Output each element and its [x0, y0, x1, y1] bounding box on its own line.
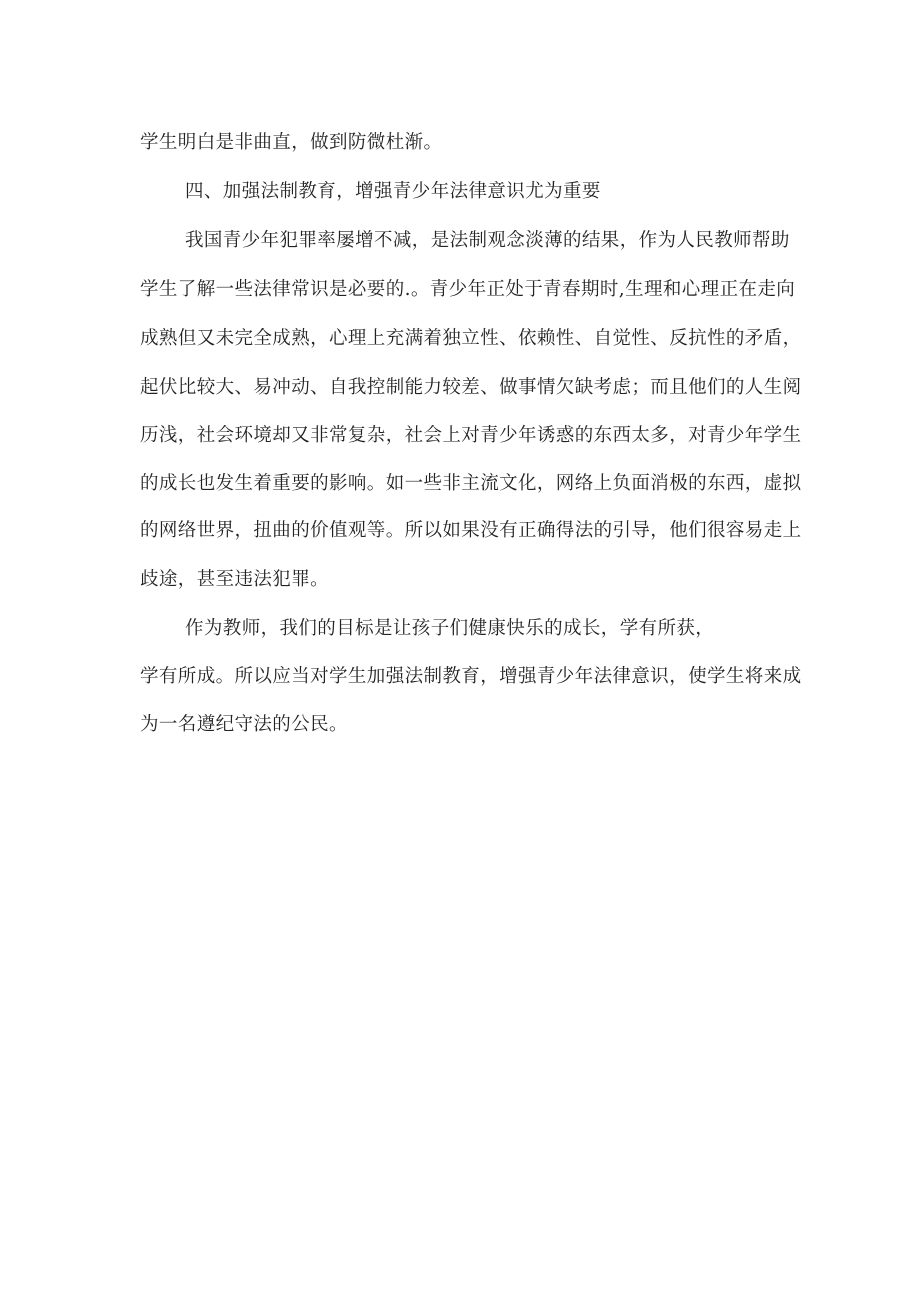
paragraph-line: 歧途，甚至违法犯罪。	[140, 569, 330, 590]
paragraph-line: 成熟但又未完全成熟，心理上充满着独立性、依赖性、自觉性、反抗性的矛盾，	[140, 328, 802, 349]
paragraph-line: 我国青少年犯罪率屡增不减，是法制观念淡薄的结果，作为人民教师帮助	[185, 230, 790, 251]
paragraph-line: 的网络世界，扭曲的价值观等。所以如果没有正确得法的引导，他们很容易走上	[140, 520, 802, 541]
paragraph-line: 学生明白是非曲直，做到防微杜渐。	[140, 132, 443, 153]
paragraph-line: 的成长也发生着重要的影响。如一些非主流文化，网络上负面消极的东西，虚拟	[140, 473, 802, 494]
paragraph-line: 为一名遵纪守法的公民。	[140, 714, 348, 735]
paragraph-line: 历浅，社会环境却又非常复杂，社会上对青少年诱惑的东西太多，对青少年学生	[140, 425, 802, 446]
paragraph-line: 起伏比较大、易冲动、自我控制能力较差、做事情欠缺考虑；而且他们的人生阅	[140, 377, 802, 398]
paragraph-line: 学生了解一些法律常识是必要的.。青少年正处于青春期时,生理和心理正在走向	[140, 279, 796, 300]
paragraph-line: 作为教师，我们的目标是让孩子们健康快乐的成长，学有所获，	[185, 618, 715, 639]
paragraph-line: 学有所成。所以应当对学生加强法制教育，增强青少年法律意识，使学生将来成	[140, 666, 802, 687]
section-heading: 四、加强法制教育，增强青少年法律意识尤为重要	[185, 181, 601, 202]
